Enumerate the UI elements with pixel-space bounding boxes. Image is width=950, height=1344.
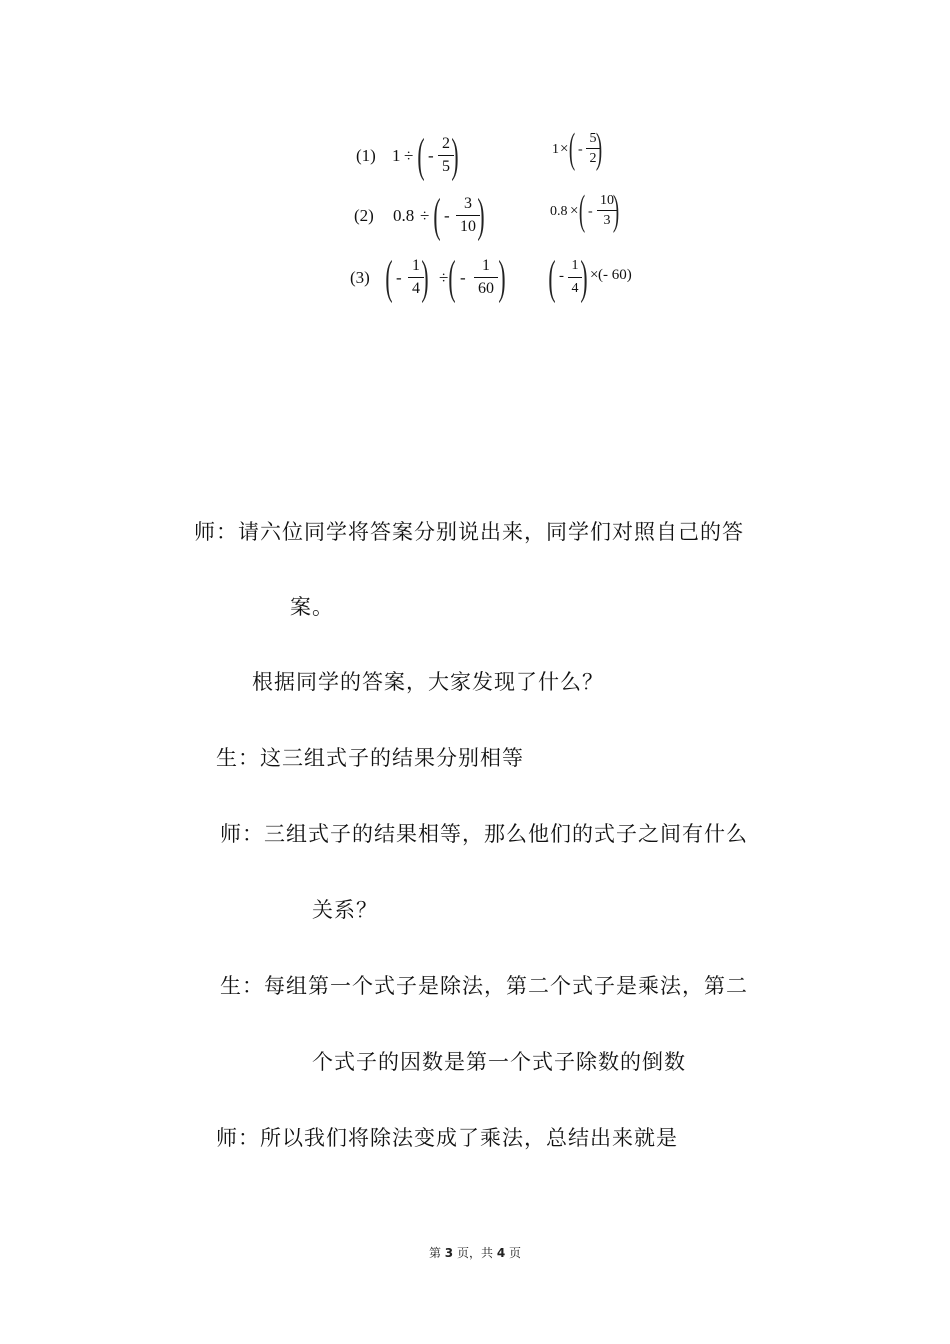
numerator: 5: [589, 131, 597, 146]
dialogue-line-student-1: 生：这三组式子的结果分别相等: [216, 746, 524, 770]
equation-row-3: [0, 251, 950, 310]
dividend: 0.8: [393, 206, 415, 225]
left-paren: (: [448, 251, 456, 304]
divide-sign: ÷: [420, 206, 430, 225]
numerator: 1: [412, 257, 420, 274]
dialogue-line-student-2: 生：每组第一个式子是除法，第二个式子是乘法，第二: [220, 974, 748, 998]
denominator: 4: [571, 281, 579, 296]
numerator: 1: [571, 258, 579, 273]
footer-suffix: 页: [509, 1246, 522, 1260]
left-paren: (: [417, 129, 425, 182]
left-paren: (: [385, 251, 393, 304]
multiply-sign: ×: [570, 203, 579, 219]
divide-sign: ÷: [439, 268, 449, 287]
equation-row-2: [0, 188, 950, 248]
fraction-bar: [456, 215, 480, 216]
right-paren: ): [451, 129, 459, 182]
dialogue-line-student-2-cont: 个式子的因数是第一个式子除数的倒数: [312, 1050, 686, 1074]
factor: 0.8: [550, 204, 568, 219]
equation-block: [0, 0, 950, 340]
minus-sign: -: [588, 204, 593, 219]
left-paren: (: [578, 188, 586, 234]
numerator: 3: [464, 195, 472, 212]
equation-label: (3): [350, 268, 370, 287]
right-paren: ): [498, 251, 506, 304]
footer-mid: 页，共: [456, 1246, 493, 1260]
footer-prefix: 第: [428, 1246, 441, 1260]
minus-sign: -: [460, 268, 466, 287]
right-paren: ): [477, 189, 485, 242]
equation-row-1: [0, 126, 950, 188]
current-page-number: 3: [444, 1246, 454, 1260]
minus-sign: -: [559, 268, 564, 284]
equation-label: (1): [356, 146, 376, 165]
multiply-sign: ×: [560, 141, 569, 157]
right-paren: ): [595, 126, 603, 172]
dialogue-line-teacher-2-cont: 关系？: [312, 898, 378, 922]
right-paren: ): [421, 251, 429, 304]
minus-sign: -: [428, 146, 434, 165]
denominator: 4: [412, 280, 420, 297]
multiply-sign: ×: [590, 267, 599, 283]
minus-sign: -: [444, 206, 450, 225]
multiplier: (- 60): [598, 267, 632, 283]
minus-sign: -: [396, 268, 402, 287]
fraction: [474, 256, 498, 299]
left-paren: (: [433, 189, 441, 242]
left-paren: (: [568, 126, 576, 172]
fraction: [456, 194, 480, 237]
factor: 1: [552, 142, 559, 157]
page-footer: [0, 1244, 950, 1261]
dividend: 1: [392, 146, 401, 165]
divide-sign: ÷: [404, 146, 414, 165]
left-paren: (: [548, 251, 556, 304]
fraction-bar: [474, 277, 498, 278]
equation-label: (2): [354, 206, 374, 225]
numerator: 2: [442, 135, 450, 152]
dialogue-line-teacher-1: 师：请六位同学将答案分别说出来，同学们对照自己的答: [194, 520, 744, 544]
dialogue-line-question: 根据同学的答案，大家发现了什么？: [252, 670, 604, 694]
total-page-number: 4: [496, 1246, 506, 1260]
right-paren: ): [612, 188, 620, 234]
denominator: 3: [603, 213, 611, 228]
dialogue-line-teacher-3: 师：所以我们将除法变成了乘法，总结出来就是: [216, 1126, 678, 1150]
denominator: 5: [442, 158, 450, 175]
dialogue-line-teacher-1-cont: 案。: [290, 595, 334, 619]
denominator: 2: [589, 151, 597, 166]
dialogue-line-teacher-2: 师：三组式子的结果相等，那么他们的式子之间有什么: [220, 822, 748, 846]
denominator: 10: [460, 218, 476, 235]
numerator: 1: [482, 257, 490, 274]
denominator: 60: [478, 280, 494, 297]
numerator: 10: [600, 193, 614, 208]
right-paren: ): [580, 251, 588, 304]
minus-sign: -: [578, 142, 583, 157]
